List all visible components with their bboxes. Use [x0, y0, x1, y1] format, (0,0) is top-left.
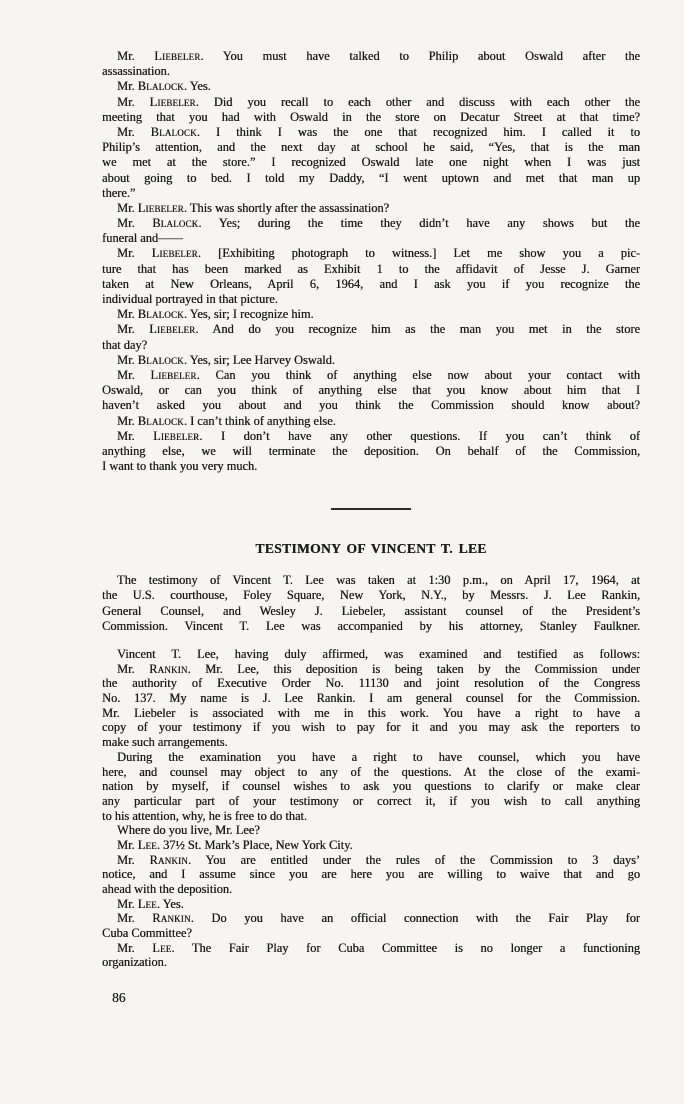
text-segment: . 37½ St. Mark’s Place, New York City. — [156, 837, 353, 852]
speaker-name: Blalock — [137, 79, 184, 94]
text-segment: the U.S. courthouse, Foley Square, New York, N.Y., by Messrs. J. Lee Rankin, — [102, 588, 640, 603]
speaker-name: Blalock — [150, 124, 197, 139]
deposition-closing-section — [102, 49, 640, 474]
text-line — [102, 444, 640, 459]
text-line — [102, 706, 640, 721]
speaker-name: Blalock — [137, 413, 184, 428]
text-segment: . Yes. — [156, 896, 184, 911]
text-line — [102, 277, 640, 292]
text-segment: Mr. — [117, 896, 138, 911]
text-line — [102, 691, 640, 706]
text-segment: I want to thank you very much. — [102, 459, 258, 474]
text-segment: make such arrangements. — [102, 735, 228, 750]
text-line — [102, 292, 640, 307]
text-segment: anything else, we will terminate the deposition. On behalf of the Commission, — [102, 443, 640, 458]
speaker-name: Liebeler — [154, 49, 201, 63]
text-segment: Mr. — [117, 246, 152, 261]
text-segment: . Did you recall to each other and discuss with each other the — [195, 94, 640, 109]
text-segment: nation by myself, if counsel wishes to ask you questions to clarify or make clear — [102, 779, 640, 794]
text-segment: we met at the store.” I recognized Oswald late one night when I was just — [102, 155, 640, 170]
text-segment: about going to bed. I told my Daddy, “I went uptown and met that man up — [102, 170, 640, 185]
text-line — [102, 322, 640, 337]
text-line — [102, 231, 640, 246]
text-segment: . I think I was the one that recognized him. I called it to — [196, 124, 640, 139]
text-segment: . I don’t have any other questions. If you can’t think of — [199, 428, 640, 443]
speaker-name: Blalock — [152, 216, 199, 231]
text-line — [102, 186, 640, 201]
text-segment: . The Fair Play for Cuba Committee is no longer a functioning — [171, 940, 640, 955]
text-segment: . Yes, sir; I recognize him. — [183, 307, 314, 322]
text-line — [102, 941, 640, 956]
speaker-name: Lee — [137, 837, 157, 852]
text-segment: Mr. — [117, 307, 138, 322]
text-line — [102, 110, 640, 125]
text-line — [102, 429, 640, 444]
text-segment: . And do you recognize him as the man you met in the store — [195, 322, 640, 337]
text-line — [102, 307, 640, 322]
text-line — [102, 823, 640, 838]
text-segment: Mr. — [117, 94, 150, 109]
text-line — [102, 338, 640, 353]
text-line — [102, 171, 640, 186]
text-line — [102, 926, 640, 941]
text-line — [102, 911, 640, 926]
text-line — [102, 867, 640, 882]
text-line — [102, 588, 640, 603]
text-line — [102, 246, 640, 261]
text-segment: meeting that you had with Oswald in the store on Decatur Street at that time? — [102, 109, 640, 124]
text-line — [102, 809, 640, 824]
text-segment: here, and counsel may object to any of the questions. At the close of the exami- — [102, 764, 640, 779]
text-segment: Philip’s attention, and the next day at school he said, “Yes, that is the man — [102, 140, 640, 155]
text-line — [102, 662, 640, 677]
speaker-name: Rankin — [149, 661, 188, 676]
text-segment: ture that has been marked as Exhibit 1 to the affidavit of Jesse J. Garner — [102, 261, 640, 276]
testimony-heading: TESTIMONY OF VINCENT T. LEE — [255, 541, 487, 557]
speaker-name: Liebeler — [153, 428, 200, 443]
text-segment: Mr. — [117, 428, 154, 443]
text-segment: ahead with the deposition. — [102, 882, 233, 896]
text-line — [102, 604, 640, 619]
text-segment: Vincent T. Lee, having duly affirmed, was examined and testified as follows: — [117, 647, 640, 661]
text-line — [102, 955, 640, 970]
text-line — [102, 750, 640, 765]
text-line — [102, 853, 640, 868]
speaker-name: Liebeler — [150, 367, 197, 382]
text-segment: Mr. — [117, 852, 150, 867]
text-line — [102, 155, 640, 170]
speaker-name: Rankin — [149, 852, 188, 867]
speaker-name: Liebeler — [149, 94, 196, 109]
text-segment: Mr. — [117, 413, 138, 428]
text-line — [102, 49, 640, 64]
text-segment: Mr. — [117, 837, 138, 852]
speaker-name: Liebeler — [137, 200, 184, 215]
text-segment: . Yes; during the time they didn’t have any shows but the — [198, 216, 640, 231]
section-divider-rule — [331, 508, 411, 510]
text-segment: . Can you think of anything else now about your contact with — [196, 367, 640, 382]
text-segment: Mr. — [117, 124, 151, 139]
text-line — [102, 79, 640, 94]
text-segment: Mr. — [117, 49, 155, 63]
text-line — [102, 398, 640, 413]
text-segment: Mr. — [117, 911, 153, 926]
text-line — [102, 882, 640, 897]
text-segment: Mr. — [117, 200, 138, 215]
text-line — [102, 838, 640, 853]
text-segment: to his attention, why, he is free to do that. — [102, 808, 307, 823]
speaker-name: Lee — [137, 896, 157, 911]
text-line — [102, 619, 640, 634]
text-segment: . Mr. Lee, this deposition is being taken by the Commission under — [187, 661, 640, 676]
text-line — [102, 125, 640, 140]
text-segment: assassination. — [102, 64, 170, 79]
text-segment: notice, and I assume since you are here you are willing to waive that and go — [102, 867, 640, 882]
text-segment: Commission. Vincent T. Lee was accompanied by his attorney, Stanley Faulkner. — [102, 618, 640, 633]
page-content — [102, 49, 640, 1006]
text-line — [102, 459, 640, 474]
text-segment: Mr. — [117, 940, 153, 955]
text-segment: . Yes. — [183, 79, 211, 94]
text-segment: . Do you have an official connection with the Fair Play for — [190, 911, 640, 926]
text-segment: During the examination you have a right to have counsel, which you have — [117, 749, 640, 764]
text-segment: General Counsel, and Wesley J. Liebeler, assistant counsel of the President’s — [102, 603, 640, 618]
text-segment: funeral and—— — [102, 231, 183, 246]
text-segment: Mr. — [117, 352, 138, 367]
text-line — [102, 353, 640, 368]
text-line — [102, 647, 640, 662]
text-segment: individual portrayed in that picture. — [102, 292, 278, 306]
text-segment: The testimony of Vincent T. Lee was taken at 1:30 p.m., on April 17, 1964, at — [117, 573, 640, 588]
text-line — [102, 779, 640, 794]
text-line — [102, 573, 640, 588]
testimony-body-section — [102, 647, 640, 970]
text-line — [102, 368, 640, 383]
text-line — [102, 216, 640, 231]
text-segment: No. 137. My name is J. Lee Rankin. I am general counsel for the Commission. — [102, 691, 640, 706]
text-line — [102, 262, 640, 277]
text-line — [102, 414, 640, 429]
speaker-name: Blalock — [137, 352, 184, 367]
text-segment: that day? — [102, 337, 148, 352]
text-line — [102, 794, 640, 809]
speaker-name: Blalock — [137, 307, 184, 322]
text-segment: there.” — [102, 185, 136, 200]
text-segment: the authority of Executive Order No. 11130 and joint resolution of the Congress — [102, 676, 640, 691]
text-line — [102, 383, 640, 398]
text-line — [102, 64, 640, 79]
text-line — [102, 720, 640, 735]
page-number: 86 — [112, 990, 126, 1006]
text-segment: Oswald, or can you think of anything else that you know about him that I — [102, 383, 640, 398]
text-segment: Mr. — [117, 216, 153, 231]
text-line — [102, 897, 640, 912]
text-segment: Mr. Liebeler is associated with me in this work. You have a right to have a — [102, 705, 640, 720]
text-segment: . I can’t think of anything else. — [183, 413, 336, 428]
text-segment: Mr. — [117, 322, 150, 337]
text-segment: Where do you live, Mr. Lee? — [117, 823, 260, 838]
text-segment: any particular part of your testimony or correct it, if you wish to call anything — [102, 793, 640, 808]
text-line — [102, 140, 640, 155]
text-segment: Mr. — [117, 79, 138, 94]
speaker-name: Rankin — [152, 911, 191, 926]
speaker-name: Lee — [152, 940, 172, 955]
text-segment: . Yes, sir; Lee Harvey Oswald. — [183, 352, 335, 367]
text-segment: Cuba Committee? — [102, 926, 192, 941]
text-line — [102, 735, 640, 750]
text-segment: organization. — [102, 955, 167, 970]
text-line — [102, 201, 640, 216]
text-segment: . [Exhibiting photograph to witness.] Let me show you a pic- — [197, 246, 640, 261]
text-segment: haven’t asked you about and you think the Commission should know about? — [102, 398, 640, 413]
text-segment: taken at New Orleans, April 6, 1964, and I ask you if you recognize the — [102, 276, 640, 291]
text-line — [102, 765, 640, 780]
testimony-intro-section — [102, 573, 640, 634]
text-line — [102, 676, 640, 691]
text-line — [102, 95, 640, 110]
text-segment: copy of your testimony if you wish to pay for it and you may ask the reporters to — [102, 720, 640, 735]
text-segment: . You must have talked to Philip about Oswald after the — [200, 49, 640, 63]
speaker-name: Liebeler — [149, 322, 196, 337]
text-segment: . You are entitled under the rules of the Commission to 3 days’ — [187, 852, 640, 867]
speaker-name: Liebeler — [151, 246, 198, 261]
text-segment: Mr. — [117, 367, 151, 382]
text-segment: Mr. — [117, 661, 150, 676]
text-segment: . This was shortly after the assassination? — [183, 200, 390, 215]
